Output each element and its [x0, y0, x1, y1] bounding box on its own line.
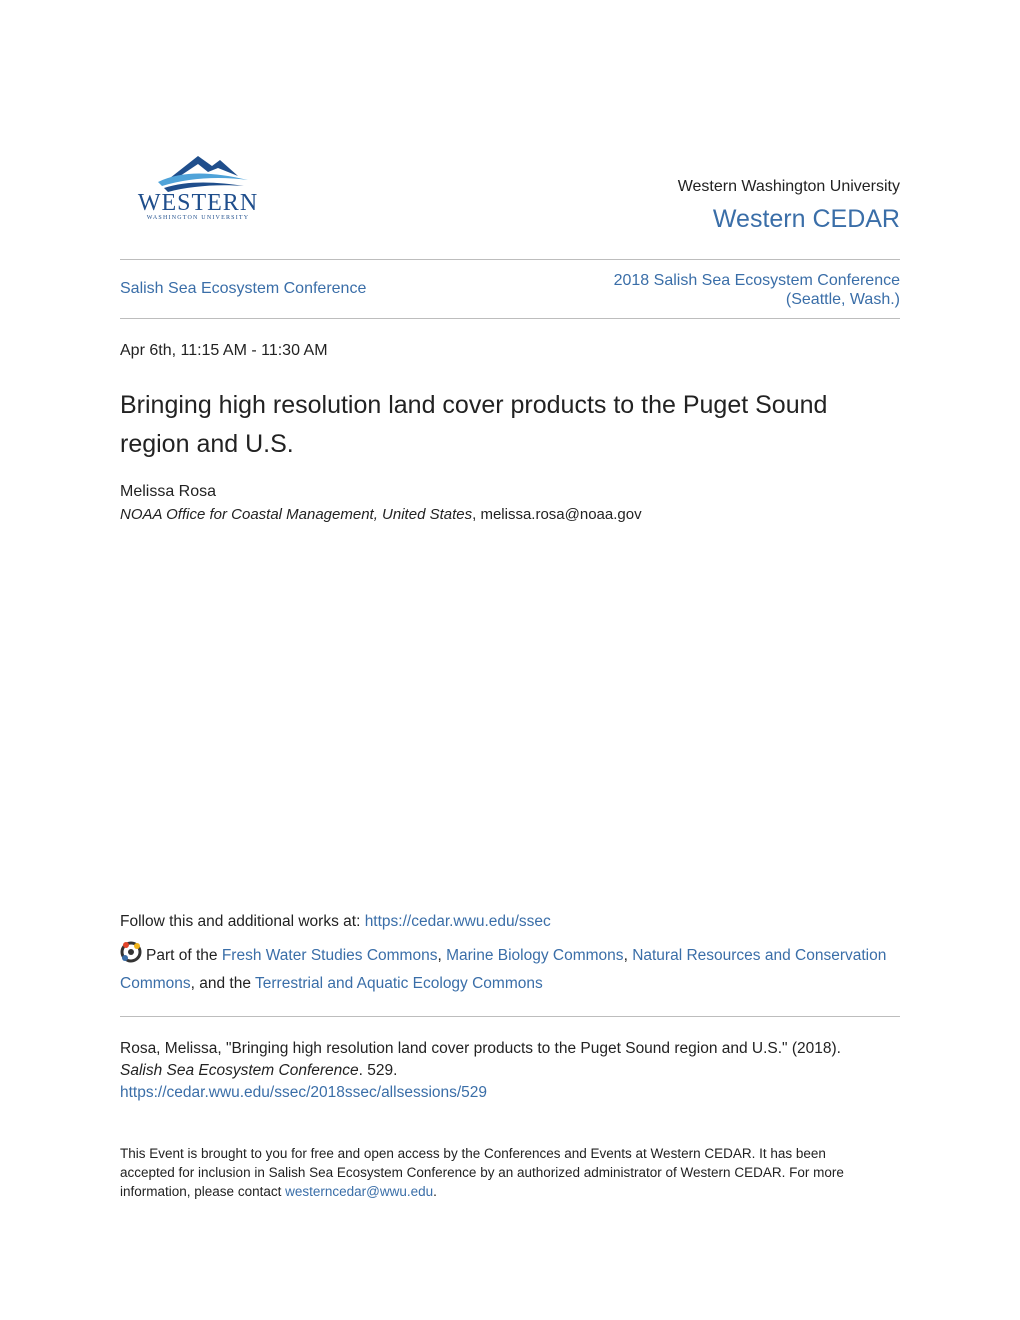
logo-subtitle: WASHINGTON UNIVERSITY [146, 215, 250, 221]
recommended-citation [120, 1038, 910, 1104]
citation-text: Rosa, Melissa, "Bringing high resolution land cover products to the Puget Sound region and U.S." (2018). [120, 1040, 841, 1057]
separator: , [623, 947, 633, 964]
follow-text: Follow this and additional works at: [120, 913, 365, 930]
divider [120, 318, 900, 319]
event-date: Apr 6th, 11:15 AM - 11:30 AM [120, 342, 328, 359]
divider [120, 259, 900, 260]
access-notice [120, 1144, 880, 1201]
affiliation-text: NOAA Office for Coastal Management, United States [120, 506, 473, 523]
follow-link[interactable]: https://cedar.wwu.edu/ssec [364, 913, 551, 930]
citation-journal: Salish Sea Ecosystem Conference [120, 1062, 359, 1079]
conference-link[interactable] [614, 271, 900, 309]
logo-wordmark: WESTERN [137, 190, 259, 216]
part-of-prefix: Part of the [146, 947, 222, 964]
separator: , and the [190, 975, 255, 992]
conference-link-line1: 2018 Salish Sea Ecosystem Conference [613, 272, 900, 289]
commons-link-natural-resources[interactable]: Natural Resources and Conservation Commons [120, 947, 887, 992]
commons-link-fresh-water[interactable]: Fresh Water Studies Commons [221, 947, 438, 964]
contact-email-link[interactable]: westerncedar@wwu.edu [285, 1184, 434, 1199]
series-link[interactable]: Salish Sea Ecosystem Conference [120, 280, 367, 297]
affiliation-separator: , [472, 506, 481, 523]
citation-link[interactable]: https://cedar.wwu.edu/ssec/2018ssec/allsessions/529 [120, 1084, 488, 1101]
event-title: Bringing high resolution land cover products to the Puget Sound region and U.S. [120, 391, 828, 458]
commons-link-marine-biology[interactable]: Marine Biology Commons [446, 947, 624, 964]
author-name: Melissa Rosa [120, 483, 217, 500]
commons-network-icon [120, 941, 142, 963]
notice-text: This Event is brought to you for free and open access by the Conferences and Events at Western CEDAR. It has been accepted for inclusion in Salish Sea Ecosystem Conference by an authorized administrator of Western CEDAR. For more information, please contact [120, 1146, 844, 1199]
citation-number: . 529. [358, 1062, 398, 1079]
notice-end: . [433, 1184, 437, 1199]
separator: , [437, 947, 447, 964]
follow-line [120, 913, 551, 931]
western-logo [128, 150, 268, 222]
commons-link-terrestrial-aquatic[interactable]: Terrestrial and Aquatic Ecology Commons [255, 975, 543, 992]
conference-link-line2: (Seattle, Wash.) [785, 291, 900, 308]
author-email: melissa.rosa@noaa.gov [480, 506, 642, 523]
divider [120, 1016, 900, 1017]
part-of-commons [120, 941, 910, 998]
institution-name: Western Washington University [677, 178, 900, 195]
repository-link[interactable]: Western CEDAR [712, 205, 900, 233]
author-affiliation [120, 506, 642, 523]
